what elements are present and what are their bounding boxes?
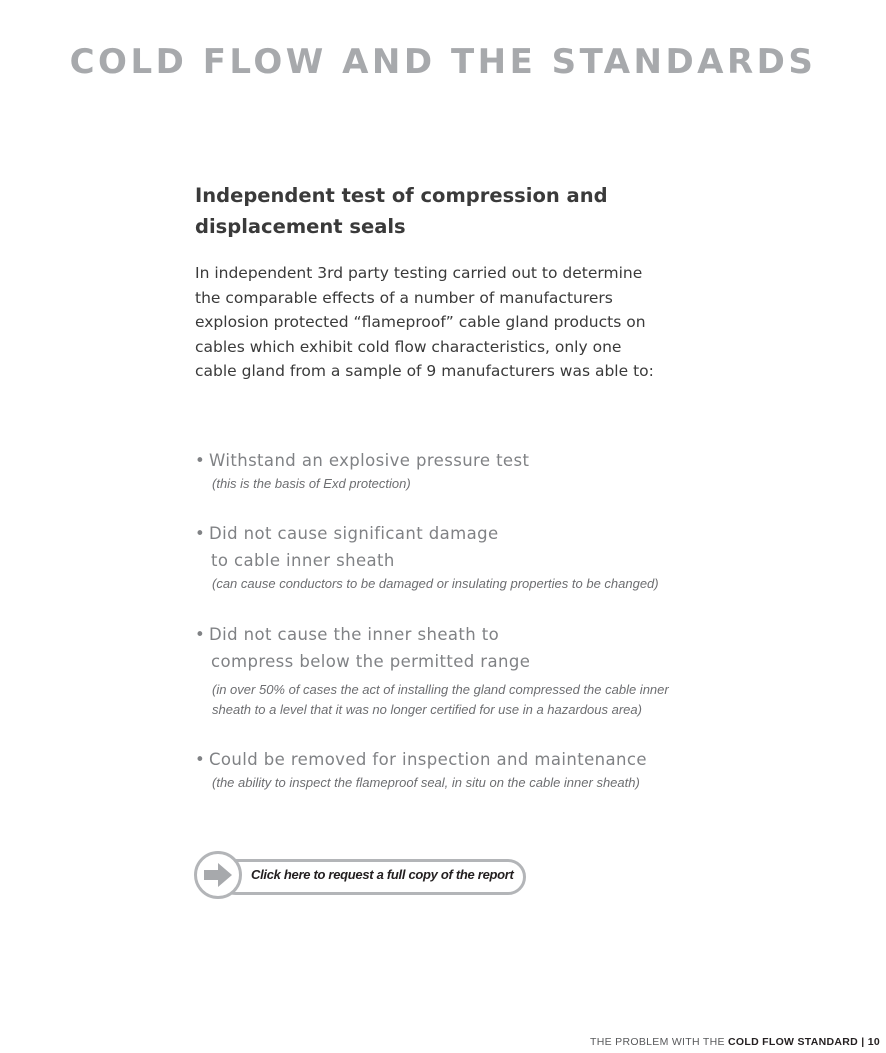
bullet-item <box>195 447 715 494</box>
footer-separator: | <box>861 1036 865 1048</box>
bullet-item <box>195 746 715 793</box>
arrow-right-icon <box>202 859 234 891</box>
bullet-line: Did not cause significant damage <box>209 524 499 543</box>
footer-lead: THE PROBLEM WITH THE <box>590 1036 725 1048</box>
bullet-dot: • <box>195 451 206 470</box>
bullet-note: (the ability to inspect the flameproof seal, in situ on the cable inner sheath) <box>212 775 640 790</box>
footer-standard: COLD FLOW STANDARD <box>728 1036 859 1048</box>
bullet-dot: • <box>195 750 206 769</box>
bullet-main-text <box>195 621 715 675</box>
bullet-line: to cable inner sheath <box>211 551 395 570</box>
request-report-button[interactable] <box>194 851 526 899</box>
section-heading <box>195 180 615 242</box>
page-title: COLD FLOW AND THE STANDARDS <box>69 42 817 82</box>
bullet-note: (this is the basis of Exd protection) <box>212 476 411 491</box>
page-number: 10 <box>867 1036 880 1048</box>
bullet-dot: • <box>195 524 206 543</box>
bullet-line: compress below the permitted range <box>211 652 531 671</box>
bullet-main-text <box>195 746 715 773</box>
section-heading-line2: displacement seals <box>195 215 406 238</box>
bullet-note: (in over 50% of cases the act of installing the gland compressed the cable inner sheath to a level that it was no longer certified for use in a hazardous area) <box>212 682 669 717</box>
bullet-dot: • <box>195 625 206 644</box>
bullet-item <box>195 520 715 594</box>
bullet-main-text <box>195 447 715 474</box>
bullet-note: (can cause conductors to be damaged or insulating properties to be changed) <box>212 576 659 591</box>
bullet-main-text <box>195 520 715 574</box>
bullet-line: Withstand an explosive pressure test <box>209 451 530 470</box>
button-circle[interactable] <box>194 851 242 899</box>
bullet-item <box>195 621 715 720</box>
page-footer <box>590 1036 880 1048</box>
bullet-line: Could be removed for inspection and maintenance <box>209 750 647 769</box>
request-report-label[interactable]: Click here to request a full copy of the report <box>251 867 514 882</box>
intro-paragraph: In independent 3rd party testing carried out to determine the comparable effects of a number of manufacturers explosion protected “flameproof” cable gland products on cables which exhibit cold flow characteristics, only one cable gland from a sample of 9 manufacturers was able to: <box>195 264 654 381</box>
section-heading-line1: Independent test of compression and <box>195 184 608 207</box>
bullet-line: Did not cause the inner sheath to <box>209 625 500 644</box>
